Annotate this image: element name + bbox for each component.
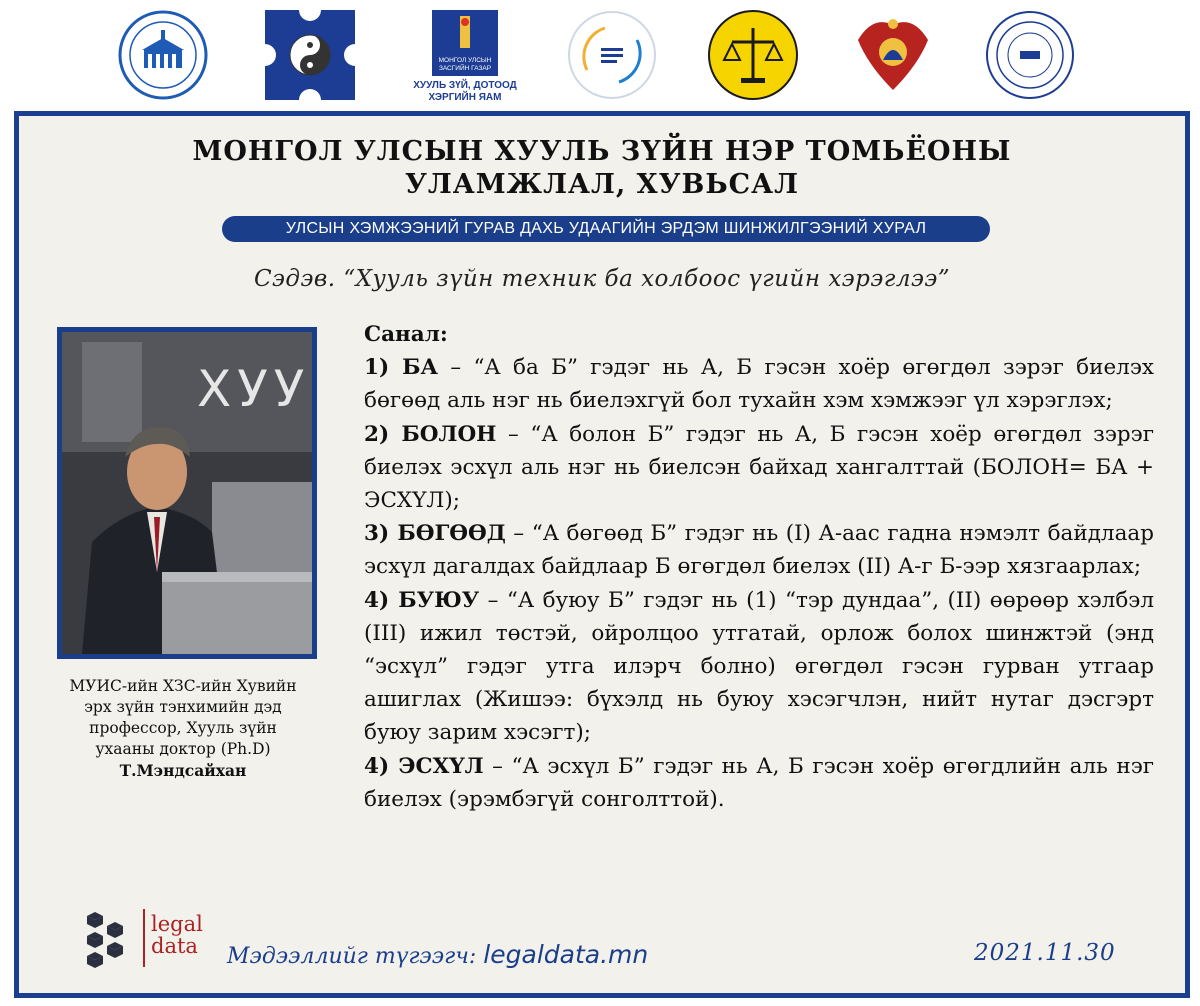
item-term: 4) БУЮУ <box>364 587 480 613</box>
caption-line: МУИС-ийн ХЗС-ийн Хувийн <box>69 677 297 695</box>
speaker-caption <box>33 676 333 781</box>
proposal-item <box>364 418 1154 518</box>
legaldata-logo <box>77 911 207 981</box>
legaldata-wordmark-legal: legal <box>151 912 203 936</box>
item-term: 3) БӨГӨӨД <box>364 521 506 547</box>
ministry-caption: ХУУЛЬ ЗҮЙ, ДОТООД ХЭРГИЙН ЯАМ <box>413 80 517 103</box>
partner-logos-row <box>0 0 1200 108</box>
ministry-emblem-icon <box>432 10 498 76</box>
academy-logo <box>985 10 1075 100</box>
proposal-item <box>364 750 1154 816</box>
proposal-item <box>364 517 1154 583</box>
wall-sign-text: ХУУ <box>197 360 311 418</box>
item-text: – “А бөгөөд Б” гэдэг нь (I) А-аас гадна нэмэлт байдлаар эсхүл дагалдах байдлаар Б өгөгдөл биелэх (II) А-г Б-ээр хязгаарлах; <box>364 521 1154 580</box>
caption-line: профессор, Хууль зүйн <box>89 719 277 737</box>
page-title-line2: УЛАМЖЛАЛ, ХУВЬСАЛ <box>405 169 799 200</box>
topic-line: Сэдэв. “Хууль зүйн техник ба холбоос үгийн хэрэглээ” <box>253 266 951 292</box>
item-text: – “А буюу Б” гэдэг нь (1) “тэр дундаа”, (II) өөрөөр хэлбэл (III) ижил төстэй, ойролцоо утгатай, орлож болох шинжтэй (энд “эсхүл” гэдэг утга илэрч болно) өгөгдөл гэсэн гурван утгаар ашиглах (Жишээ: бүхэлд нь буюу хэсэгчлэн, нийт нутаг дэсгэрт буюу зарим хэсэгт); <box>364 587 1154 746</box>
page-title-line1: МОНГОЛ УЛСЫН ХУУЛЬ ЗҮЙН НЭР ТОМЬЁОНЫ <box>192 136 1012 167</box>
proposal-item <box>364 351 1154 417</box>
speaker-name: Т.Мэндсайхан <box>119 761 247 780</box>
emblem-logo <box>848 10 938 100</box>
yin-yang-logo <box>265 10 355 100</box>
item-term: 1) БА <box>364 355 439 381</box>
item-text: – “А эсхүл Б” гэдэг нь А, Б гэсэн хоёр өгөгдлийн аль нэг биелэх (эрэмбэгүй сонголттой). <box>364 753 1154 812</box>
item-term: 2) БОЛОН <box>364 421 497 447</box>
source-label: Мэдээллийг түгээгч: <box>227 944 477 969</box>
legaldata-wordmark <box>151 913 203 957</box>
publish-date: 2021.11.30 <box>974 940 1116 966</box>
speaker-photo <box>57 327 317 659</box>
proposal-item <box>364 584 1154 750</box>
item-text: – “А ба Б” гэдэг нь А, Б гэсэн хоёр өгөгдөл зэрэг биелэх бөгөөд аль нэг нь биелэхгүй бол тухайн хэм хэмжээг үл хэрэглэх; <box>364 355 1155 414</box>
legaldata-wordmark-data: data <box>151 934 198 958</box>
ministry-emblem-text: МОНГОЛ УЛСЫН ЗАСГИЙН ГАЗАР <box>438 57 492 72</box>
caption-line: эрх зүйн тэнхимийн дэд <box>84 698 282 716</box>
caption-line: ухааны доктор (Ph.D) <box>95 740 271 758</box>
proposal-content <box>364 318 1154 816</box>
main-poster-frame <box>14 111 1190 998</box>
legaldata-cubes-icon <box>77 911 139 971</box>
source-line <box>227 940 648 969</box>
parliament-institute-logo <box>567 10 657 100</box>
scales-logo <box>708 10 798 100</box>
justice-ministry-logo <box>405 10 525 103</box>
conference-badge: УЛСЫН ХЭМЖЭЭНИЙ ГУРАВ ДАХЬ УДААГИЙН ЭРДЭМ ШИНЖИЛГЭЭНИЙ ХУРАЛ <box>222 216 990 242</box>
item-term: 4) ЭСХҮЛ <box>364 753 484 779</box>
state-palace-logo <box>118 10 208 100</box>
item-text: – “А болон Б” гэдэг нь А, Б гэсэн хоёр өгөгдөл зэрэг биелэх эсхүл аль нэг нь биелсэн байхад хангалттай (БОЛОН= БА + ЭСХҮЛ); <box>364 421 1154 514</box>
source-link[interactable]: legaldata.mn <box>483 940 649 969</box>
proposal-heading: Санал: <box>364 322 448 347</box>
